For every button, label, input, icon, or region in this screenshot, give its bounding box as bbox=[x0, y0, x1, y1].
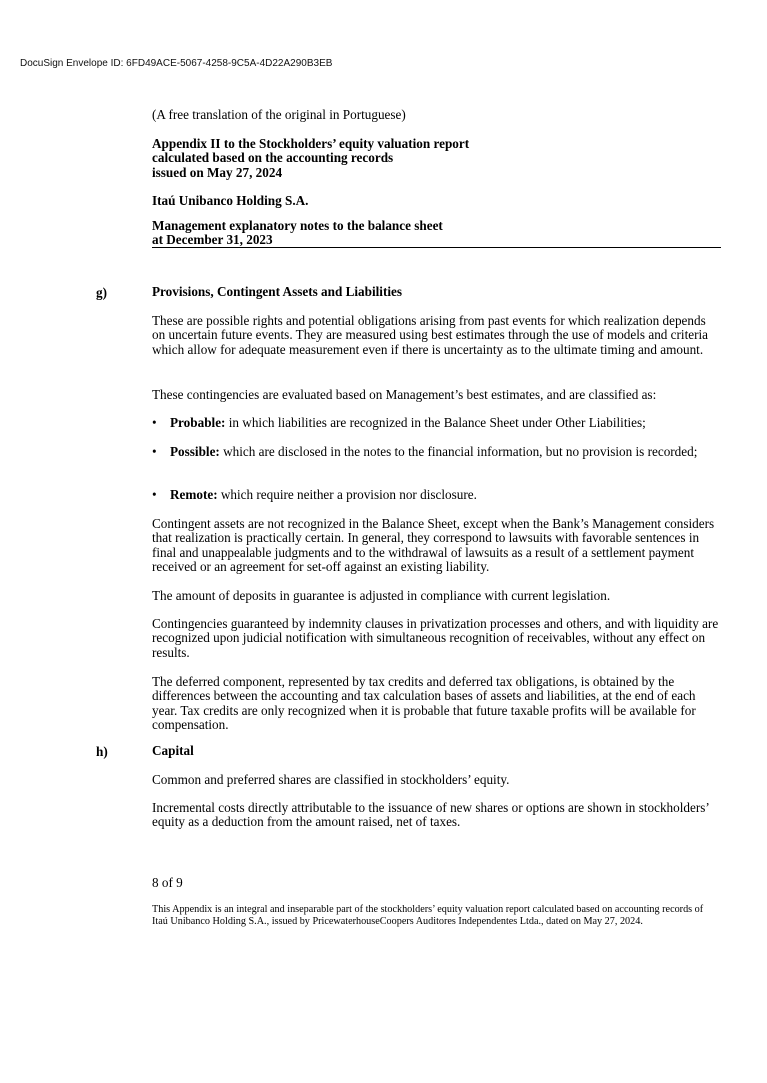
report-title-line3: issued on May 27, 2024 bbox=[152, 164, 283, 180]
section-h-heading: Capital bbox=[152, 743, 194, 758]
section-g-marker: g) bbox=[96, 285, 107, 300]
company-name: Itaú Unibanco Holding S.A. bbox=[152, 193, 309, 208]
bullet-text: in which liabilities are recognized in the Balance Sheet under Other Liabilities; bbox=[225, 415, 646, 430]
section-h-paragraph-2: Incremental costs directly attributable to the issuance of new shares or options are shown in stockholders’ equity as a deduction from the amount raised, net of taxes. bbox=[152, 800, 709, 830]
report-title bbox=[152, 137, 722, 180]
section-g-paragraph-3: Contingent assets are not recognized in the Balance Sheet, except when the Bank’s Management considers that realization is practically certain. In general, they correspond to lawsuits with favorable sentences in final and unappealable judgments and to the withdrawal of lawsuits as a result of a settlement payment received or an agreement for set-off against an existing liability. bbox=[152, 516, 715, 575]
bullet-term: Remote: bbox=[170, 487, 218, 502]
section-g-paragraph-5: Contingencies guaranteed by indemnity clauses in privatization processes and others, and with liquidity are recognized upon judicial notification with simultaneous recognition of receivables, without any effect on results. bbox=[152, 616, 719, 660]
bullet-dot-icon: • bbox=[152, 415, 157, 430]
bullet-term: Probable: bbox=[170, 415, 226, 430]
notes-title-line1: Management explanatory notes to the balance sheet bbox=[152, 218, 443, 233]
footer-note: This Appendix is an integral and inseparable part of the stockholders’ equity valuation report calculated based on accounting records of Itaú Unibanco Holding S.A., issued by PricewaterhouseCoopers Auditores Independentes Ltda., dated on May 27, 2024. bbox=[152, 904, 704, 927]
section-g-paragraph-4: The amount of deposits in guarantee is adjusted in compliance with current legislation. bbox=[152, 588, 611, 603]
notes-title-line2: at December 31, 2023 bbox=[152, 232, 273, 248]
section-g-paragraph-2: These contingencies are evaluated based on Management’s best estimates, and are classified as: bbox=[152, 387, 657, 402]
bullet-text: which require neither a provision nor disclosure. bbox=[217, 487, 477, 502]
section-h-marker: h) bbox=[96, 744, 108, 759]
translation-note: (A free translation of the original in Portuguese) bbox=[152, 107, 406, 122]
section-g-paragraph-1: These are possible rights and potential obligations arising from past events for which realization depends on uncertain future events. They are measured using best estimates through the use of models and criteria which allow for adequate measurement even if there is uncertainty as to the ultimate timing and amount. bbox=[152, 313, 709, 357]
notes-title bbox=[152, 219, 722, 248]
bullet-dot-icon: • bbox=[152, 487, 157, 502]
header-divider bbox=[152, 247, 721, 248]
envelope-id: DocuSign Envelope ID: 6FD49ACE-5067-4258-9C5A-4D22A290B3EB bbox=[20, 58, 333, 69]
report-title-line1: Appendix II to the Stockholders’ equity valuation report bbox=[152, 136, 470, 151]
bullet-term: Possible: bbox=[170, 444, 220, 459]
section-h-paragraph-1: Common and preferred shares are classified in stockholders’ equity. bbox=[152, 772, 510, 787]
report-title-line2: calculated based on the accounting records bbox=[152, 150, 394, 166]
section-g-heading: Provisions, Contingent Assets and Liabilities bbox=[152, 284, 402, 299]
bullet-text: which are disclosed in the notes to the financial information, but no provision is recorded; bbox=[219, 444, 698, 459]
bullet-dot-icon: • bbox=[152, 444, 157, 459]
page-number: 8 of 9 bbox=[152, 875, 183, 890]
section-g-paragraph-6: The deferred component, represented by tax credits and deferred tax obligations, is obtained by the differences between the accounting and tax calculation bases of assets and liabilities, at the end of each year. Tax credits are only recognized when it is probable that future taxable profits will be available for compensation. bbox=[152, 674, 696, 733]
